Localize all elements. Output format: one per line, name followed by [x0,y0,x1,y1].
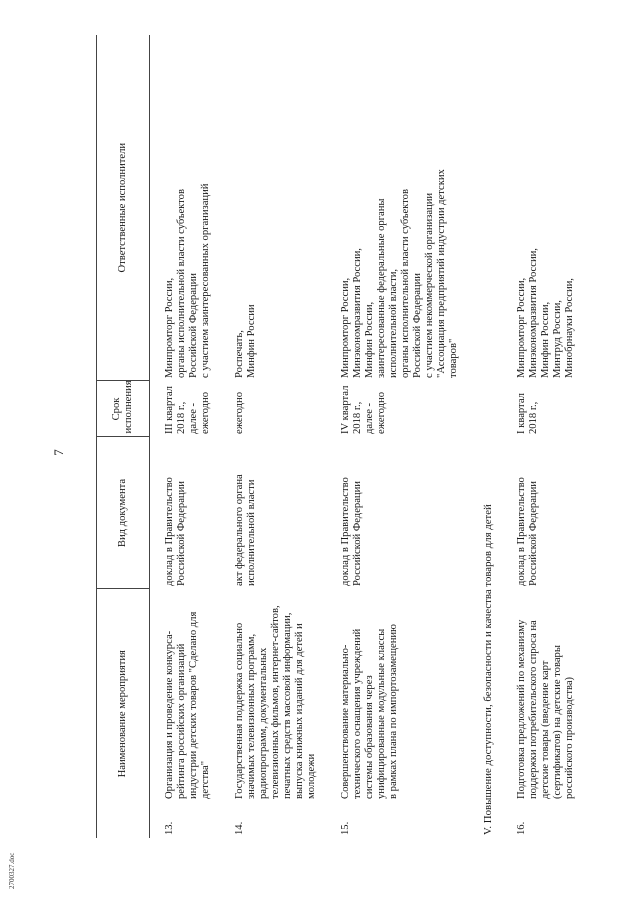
term-cell [150,381,221,437]
row-number: 14. [234,821,245,835]
header-term-line: Срок [111,397,122,421]
executors-cell-line: Минэкономразвития России, [528,248,539,378]
header-executors: Ответственные исполнители [97,35,150,381]
executors-cell-line: с участием некоммерческой организации [424,192,435,378]
header-measure: Наименование мероприятия [97,589,150,838]
term-cell-line: 2018 г., [528,401,539,434]
doc-type-cell-line: доклад в Правительство [516,477,527,586]
doc-type-cell-line: доклад в Правительство [340,477,351,586]
measure-cell [326,589,468,802]
measure-cell-line: Государственная поддержка социально [234,622,245,799]
doc-type-cell-line: исполнительной власти [246,479,257,586]
doc-type-cell [502,437,584,589]
executors-cell-line: Минпромторг России, [164,277,175,378]
term-cell-line: III квартал [164,386,175,434]
row-number: 13. [164,821,175,835]
doc-type-cell [150,437,221,589]
footer-filename: 2700327.doc [8,852,16,889]
term-cell [220,381,326,437]
measure-cell-line: российского производства) [564,676,575,799]
doc-type-cell-line: Российской Федерации [176,481,187,586]
section-heading-row [468,35,502,838]
executors-cell-line: Минфин России, [364,301,375,378]
row-number: 16. [516,821,527,835]
executors-cell-line: заинтересованные федеральные органы [376,198,387,378]
header-doc-type: Вид документа [97,437,150,589]
page-number: 7 [51,449,66,456]
measure-cell-line: Подготовка предложений по механизму [516,619,527,799]
measure-cell-line: детские товары (введение карт [540,660,551,799]
executors-cell-line: органы исполнительной власти субъектов [400,189,411,378]
measure-cell-line: радиопрограмм, документальных [258,647,269,799]
section-title: V. Повышение доступности, безопасности и качества товаров для детей [482,504,494,835]
executors-cell-line: Роспечать, [234,330,245,378]
table-row [502,35,584,838]
measures-table [96,35,584,838]
executors-cell-line: органы исполнительной власти субъектов [176,189,187,378]
measure-cell-line: Совершенствование материально- [340,644,351,799]
table-row [220,35,326,838]
term-cell-line: 2018 г., [352,401,363,434]
doc-type-cell [326,437,468,589]
measure-cell-line: технического оснащения учреждений [352,628,363,799]
executors-cell-line: Минпромторг России, [340,277,351,378]
doc-type-cell-line: Российской Федерации [352,481,363,586]
measure-cell-line: Организация и проведение конкурса- [164,630,175,799]
term-cell-line: IV квартал [340,385,351,434]
executors-cell-line: Минтруд России, [552,300,563,378]
executors-cell-line: Минобрнауки России, [564,278,575,378]
measure-cell-line: выпуска книжных изданий для детей и [294,623,305,799]
executors-cell-line: Минфин России, [540,301,551,378]
measure-cell-line: детства" [200,760,211,799]
doc-type-cell-line: Российской Федерации [528,481,539,586]
executors-cell-line: Минпромторг России, [516,277,527,378]
executors-cell-line: Минфин России [246,304,257,378]
executors-cell [220,35,326,381]
measure-cell-line: телевизионных фильмов, интернет-сайтов, [270,605,281,799]
executors-cell [326,35,468,381]
term-cell-line: I квартал [516,393,527,434]
doc-type-cell [220,437,326,589]
executors-cell-line: исполнительной власти, [388,268,399,378]
measure-cell-line: значимых телевизионных программ, [246,633,257,799]
executors-cell [150,35,221,381]
executors-cell-line: товаров" [448,338,459,378]
measure-cell-line: рейтинга российских организаций [176,643,187,799]
measure-cell-line: печатных средств массовой информации, [282,612,293,799]
executors-cell-line: Минэкономразвития России, [352,248,363,378]
measure-cell [502,589,584,802]
term-cell-line: ежегодно [234,391,245,434]
measure-cell [220,589,326,802]
doc-type-cell-line: акт федерального органа [234,474,245,586]
header-term [97,381,150,437]
measure-cell-line: в рамках плана по импортозамещению [388,624,399,799]
measure-cell-line: системы образования через [364,675,375,799]
term-cell-line: 2018 г., [176,401,187,434]
row-number: 15. [340,821,351,835]
term-cell-line: ежегодно [376,391,387,434]
term-cell-line: далее - [188,402,199,434]
term-cell [502,381,584,437]
executors-cell-line: "Ассоциация предприятий индустрии детских [436,169,447,378]
measure-cell-line: унифицированные модульные классы [376,628,387,799]
header-term-line: исполнения [123,380,134,434]
executors-cell-line: Российской Федерации [412,273,423,378]
measure-cell-line: индустрии детских товаров "Сделано для [188,611,199,799]
measure-cell-line: поддержки потребительского спроса на [528,620,539,799]
table-header-row [97,35,150,838]
table-row [326,35,468,838]
term-cell-line: далее - [364,402,375,434]
term-cell-line: ежегодно [200,391,211,434]
measure-cell [150,589,221,802]
executors-cell [502,35,584,381]
doc-type-cell-line: доклад в Правительство [164,477,175,586]
executors-cell-line: с участием заинтересованных организаций [200,183,211,378]
measure-cell-line: молодежи [306,753,317,799]
executors-cell-line: Российской Федерации [188,273,199,378]
term-cell [326,381,468,437]
table-row [150,35,221,838]
measure-cell-line: (сертификатов) на детские товары [552,645,563,799]
